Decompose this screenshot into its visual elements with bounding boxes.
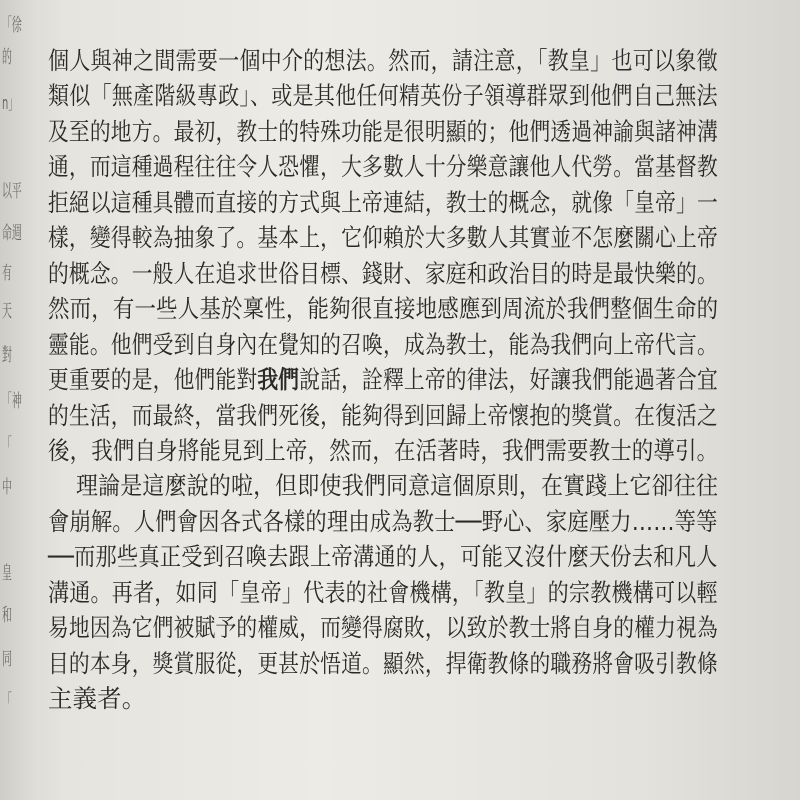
gutter-text: 天 xyxy=(2,301,12,322)
text-line: 個人與神之間需要一個中介的想法。然而，請注意，「教皇」也可以象徵 xyxy=(48,46,718,75)
gutter-text: 命週 xyxy=(2,223,22,244)
paragraph-first-line: 理論是這麼說的啦，但即使我們同意這個原則，在實踐上它卻往往 xyxy=(76,471,719,500)
text-line xyxy=(48,363,718,397)
gutter-text: 同 xyxy=(2,649,12,670)
text-line: 目的本身，獎賞服從，更甚於悟道。顯然，捍衛教條的職務將會吸引教條 xyxy=(48,649,718,678)
gutter-text: 有 xyxy=(2,263,12,284)
text-line: 靈能。他們受到自身內在覺知的召喚，成為教士，能為我們向上帝代言。 xyxy=(48,330,718,359)
text-line: 會崩解。人們會因各式各樣的理由成為教士──野心、家庭壓力……等等 xyxy=(48,507,718,536)
text-line: 主義者。 xyxy=(48,684,147,713)
gutter-text: n」 xyxy=(2,93,19,114)
gutter-text: 「徐 xyxy=(2,15,22,36)
text-line: 及至的地方。最初，教士的特殊功能是很明顯的；他們透過神諭與諸神溝 xyxy=(48,117,718,146)
gutter-text: 以平 xyxy=(2,181,22,202)
gutter-text: 「 xyxy=(2,435,12,456)
text-line: ──而那些真正受到召喚去跟上帝溝通的人，可能又沒什麼天份去和凡人 xyxy=(48,542,718,571)
text-line: 後，我們自身將能見到上帝，然而，在活著時，我們需要教士的導引。 xyxy=(48,436,719,465)
text-line: 溝通。再者，如同「皇帝」代表的社會機構，「教皇」的宗教機構可以輕 xyxy=(48,578,718,607)
text-line: 的概念。一般人在追求世俗目標、錢財、家庭和政治目的時是最快樂的。 xyxy=(48,259,718,288)
gutter-text: 的 xyxy=(2,47,12,68)
previous-page-gutter xyxy=(0,0,40,800)
text-line: 拒絕以這種具體而直接的方式與上帝連結，教士的概念，就像「皇帝」一 xyxy=(48,188,718,217)
text-line: 的生活，而最終，當我們死後，能夠得到回歸上帝懷抱的獎賞。在復活之 xyxy=(48,401,718,430)
gutter-text: 「 xyxy=(2,691,12,712)
text-run: 更重要的是，他們能對 xyxy=(48,365,258,394)
text-run: 說話，詮釋上帝的律法，好讓我們能過著合宜 xyxy=(299,365,718,394)
gutter-text: 「神 xyxy=(2,391,22,412)
text-line: 樣，變得較為抽象了。基本上，它仰賴於大多數人其實並不怎麼關心上帝 xyxy=(48,223,718,252)
gutter-text: 對 xyxy=(2,345,12,366)
text-line: 易地因為它們被賦予的權威，而變得腐敗，以致於教士將自身的權力視為 xyxy=(48,613,718,642)
text-line: 通，而這種過程往往令人恐懼，大多數人十分樂意讓他人代勞。當基督教 xyxy=(48,152,718,181)
text-line: 類似「無產階級專政」、或是其他任何精英份子領導群眾到他們自己無法 xyxy=(48,81,718,110)
gutter-text: 和 xyxy=(2,605,12,626)
text-line: 然而，有一些人基於稟性，能夠很直接地感應到周流於我們整個生命的 xyxy=(48,294,719,323)
emphasized-text: 我們 xyxy=(257,365,300,394)
gutter-text: 皇 xyxy=(2,563,12,584)
gutter-text: 中 xyxy=(2,477,12,498)
